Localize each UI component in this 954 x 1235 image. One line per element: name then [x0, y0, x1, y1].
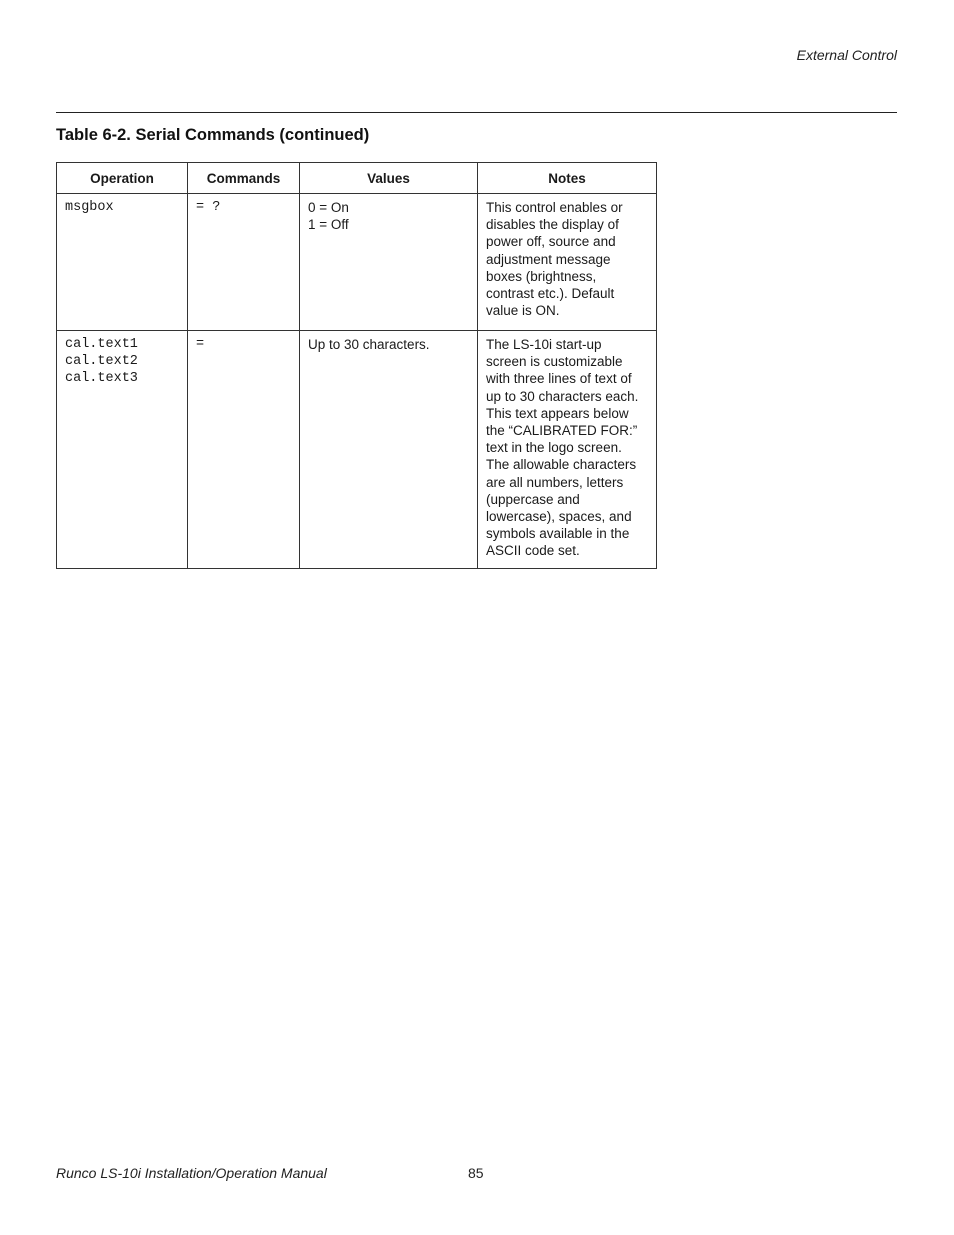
- note-line: The allowable characters: [486, 457, 637, 473]
- operation-name: cal.text3: [65, 371, 138, 387]
- note-line: screen is customizable: [486, 354, 623, 370]
- table-row: [57, 331, 657, 569]
- note-line: value is ON.: [486, 303, 560, 319]
- value-line: 0 = On: [308, 200, 349, 215]
- table-row: [57, 194, 657, 331]
- note-line: disables the display of: [486, 217, 619, 233]
- note-line: are all numbers, letters: [486, 474, 624, 490]
- operation-cell: [57, 194, 188, 331]
- value-line: Up to 30 characters.: [308, 337, 430, 352]
- note-line: ASCII code set.: [486, 543, 580, 559]
- header-rule: [56, 112, 897, 113]
- footer-manual-title: Runco LS-10i Installation/Operation Manual: [56, 1165, 327, 1181]
- commands-cell: =: [188, 331, 300, 569]
- note-line: This text appears below: [486, 405, 629, 421]
- values-cell: [300, 331, 478, 569]
- note-line: (uppercase and: [486, 491, 580, 507]
- note-line: the “CALIBRATED FOR:”: [486, 423, 638, 439]
- operation-name: msgbox: [65, 200, 114, 215]
- note-line: adjustment message: [486, 251, 611, 267]
- table-header-row: [57, 163, 657, 194]
- note-line: contrast etc.). Default: [486, 286, 615, 302]
- value-line: 1 = Off: [308, 217, 349, 233]
- commands-cell: = ?: [188, 194, 300, 331]
- footer-page-number: 85: [468, 1165, 484, 1181]
- note-line: up to 30 characters each.: [486, 388, 639, 404]
- notes-cell: [478, 331, 657, 569]
- column-header-values: Values: [300, 163, 478, 194]
- notes-cell: [478, 194, 657, 331]
- note-line: power off, source and: [486, 234, 616, 250]
- running-header: External Control: [796, 47, 897, 63]
- serial-commands-table: [56, 162, 657, 569]
- note-line: This control enables or: [486, 200, 623, 215]
- note-line: The LS-10i start-up: [486, 337, 602, 352]
- column-header-operation: Operation: [57, 163, 188, 194]
- note-line: symbols available in the: [486, 526, 630, 542]
- values-cell: [300, 194, 478, 331]
- operation-name: cal.text1: [65, 337, 138, 352]
- note-line: lowercase), spaces, and: [486, 509, 632, 525]
- note-line: text in the logo screen.: [486, 440, 622, 456]
- table-caption: Table 6-2. Serial Commands (continued): [56, 126, 370, 144]
- operation-name: cal.text2: [65, 354, 138, 370]
- note-line: boxes (brightness,: [486, 268, 597, 284]
- column-header-commands: Commands: [188, 163, 300, 194]
- operation-cell: [57, 331, 188, 569]
- column-header-notes: Notes: [478, 163, 657, 194]
- note-line: with three lines of text of: [486, 371, 632, 387]
